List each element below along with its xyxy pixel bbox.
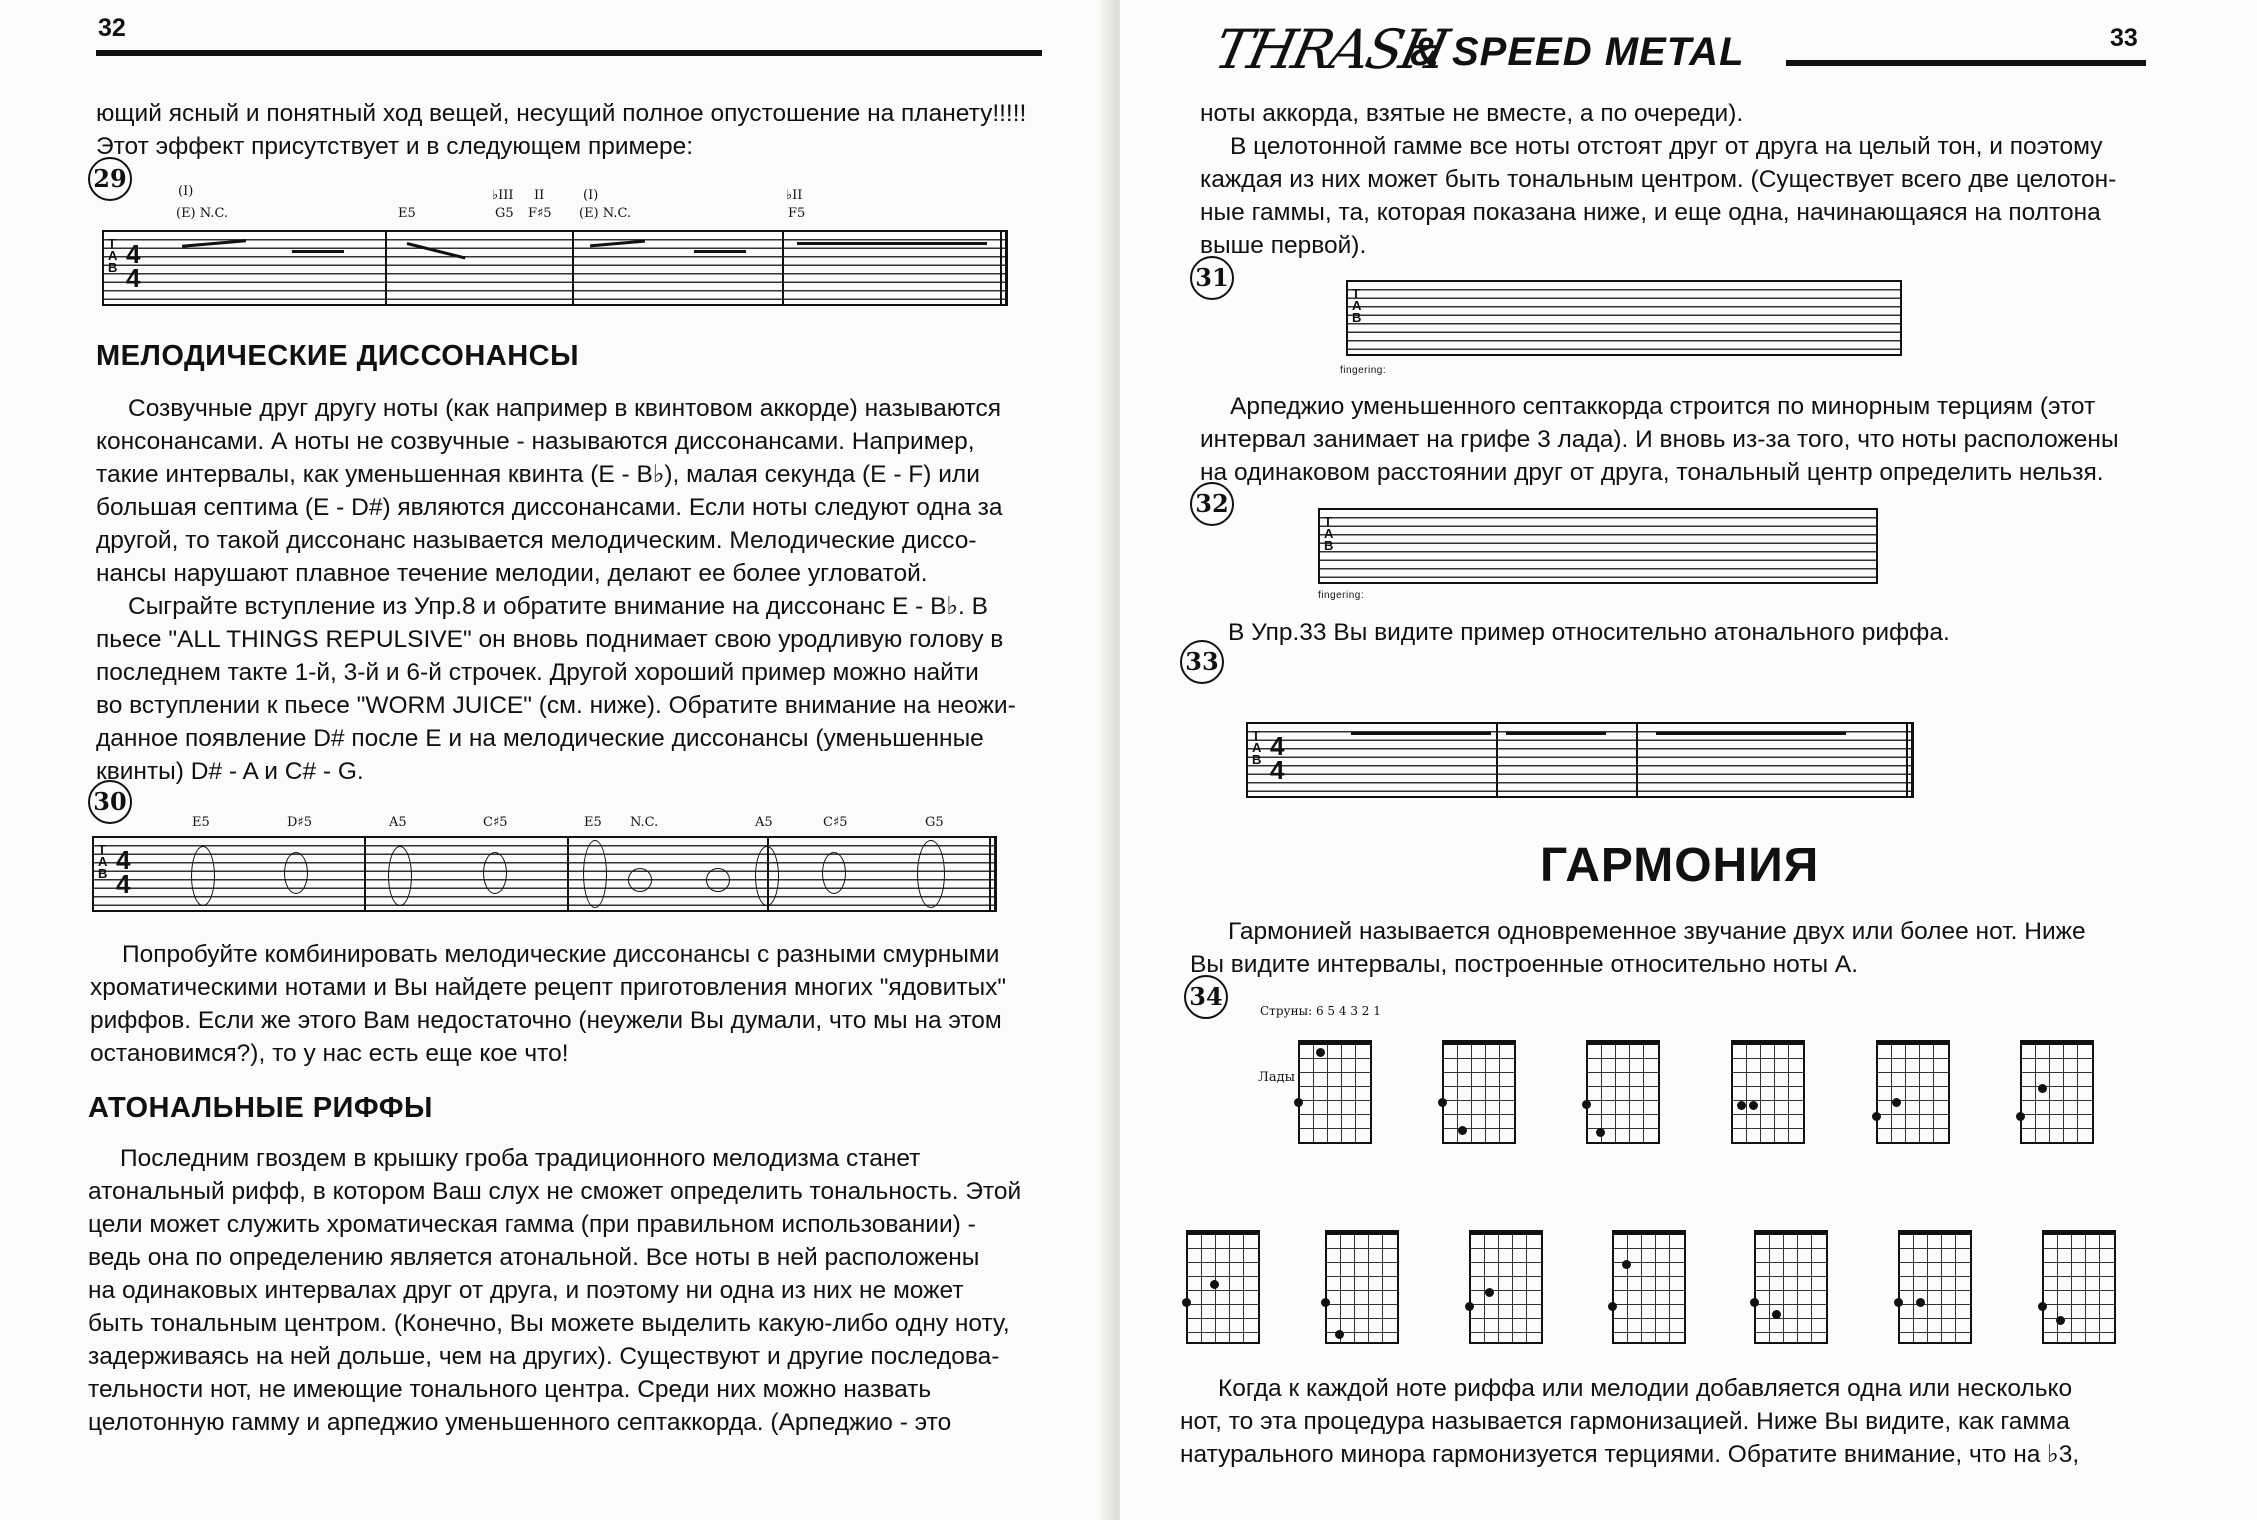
note-dot [2056, 1316, 2065, 1325]
interval-diagram [2020, 1040, 2094, 1144]
top-paragraph: ноты аккорда, взятые не вместе, а по очереди). [1200, 100, 1744, 127]
fretboard-grid [1186, 1230, 1260, 1344]
bottom-paragraph: Когда к каждой ноте риффа или мелодии добавляется одна или несколько нот, то эта процедура называется гармонизацией. Ниже Вы видите, как гамма натурального минора гармонизуется терциями. Обратите внимание, что на ♭3, [1180, 1375, 2080, 1468]
note-dot [1321, 1298, 1330, 1307]
example-29-number: 29 [88, 157, 132, 201]
example-31-number: 31 [1190, 256, 1234, 300]
interval-title [1284, 986, 1386, 1026]
wholetone-paragraph: В целотонной гамме все ноты отстоят друг от друга на целый тон, и поэтому каждая из них может быть тональным центром. (Существует всего две целотон- ные гаммы, та, которая показана ниже, и еще одна, начинающаяся на полтона выше первой). [1200, 133, 2117, 259]
speed-metal-logo: & SPEED METAL [1410, 30, 1745, 74]
example-30-tab: T A B 4 4 [92, 836, 997, 912]
interval-diagram [1754, 1230, 1828, 1344]
interval-title [1862, 986, 1964, 1026]
interval-title [1717, 986, 1819, 1026]
fretboard-grid [1898, 1230, 1972, 1344]
interval-title [2028, 1176, 2130, 1216]
example-32-tab: T A B [1318, 508, 1878, 584]
interval-diagram [1898, 1230, 1972, 1344]
example-33-tab: T A B 4 4 [1246, 722, 1914, 798]
note-dot [1316, 1048, 1325, 1057]
interval-title [1455, 1176, 1557, 1216]
fretboard-grid [1754, 1230, 1828, 1344]
note-dot [1737, 1101, 1746, 1110]
left-page: 32 ющий ясный и понятный ход вещей, несущий полное опустошение на планету!!!!! Этот эффект присутствует и в следующем примере: 29 (I) (E) N.C. E5 ♭III II G5 F♯5 (I) (E) N.C. ♭II F5 T A B 4 4 МЕЛОДИЧЕСКИЕ ДИССОНАНСЫ Созвучные друг другу ноты (как например в квинтовом аккорде) называются консонансами. А ноты не созвучные - называются диссонансами. Например, такие интервалы, как уменьшенная квинта (E - B♭), малая секунда (E - F) или большая септима (E - D#) являются диссонансами. Если ноты следуют одна за другой, то такой диссонанс называется мелодическим. Мелодические диссо- нансы нарушают плавное течение мелодии, делают ее более угловатой. Сыграйте вступление из Упр.8 и обратите внимание на диссонанс E - B♭. В пьесе "ALL THINGS REPULSIVE" он вновь поднимает свою уродливую голову в последнем такте 1-й, 3-й и 6-й строчек. Другой хороший пример можно найти во вступлении к пьесе "WORM JUICE" (см. ниже). Обратите внимание на неожи- данное появление D# после E и на мелодические диссонансы (уменьшенные квинты) D# - A и C# - G. 30 E5 D♯5 A5 C♯5 E5 N.C. A5 C♯5 G5 T A B 4 4 Попробуйте комбинировать мелодические диссонансы с разными смурными хроматическими нотами и Вы найдете рецепт приготовления многих "ядовитых" риффов. Если же этого Вам недостаточно (неужели Вы думали, что мы на этом остановимся?), то у нас есть еще кое что! АТОНАЛЬНЫЕ РИФФЫ Последним гвоздем в крышку гроба традиционного мелодизма станет атональный рифф, в котором Ваш слух не сможет определить тональность. Этой цели может служить хроматическая гамма (при правильном использовании) - ведь она по определению является атональной. Все ноты в ней расположены на одинаковых интервалах друг от друга, и поэтому ни одна из них не может быть тональным центром. (Конечно, Вы можете выделить какую-либо одну ноту, задерживаясь на ней дольше, чем на других). Существуют и другие последова- тельности нот, не имеющие тонального центра. Среди них можно назвать целотонную гамму и арпеджио уменьшенного септаккорда. (Арпеджио - это [0, 0, 1120, 1520]
interval-title [1884, 1176, 1986, 1216]
note-dot [1608, 1302, 1617, 1311]
fretboard-grid [1442, 1040, 1516, 1144]
note-dot [1458, 1126, 1467, 1135]
ex33-paragraph: В Упр.33 Вы видите пример относительно атонального риффа. [1228, 619, 1950, 646]
note-dot [1582, 1100, 1591, 1109]
harmony-paragraph: Гармонией называется одновременное звучание двух или более нот. Ниже Вы видите интервалы, построенные относительно ноты A. [1190, 918, 2086, 978]
page-number-left: 32 [98, 14, 126, 42]
note-dot [1872, 1112, 1881, 1121]
note-dot [1485, 1288, 1494, 1297]
note-dot [1438, 1098, 1447, 1107]
fretboard-grid [1325, 1230, 1399, 1344]
note-dot [1465, 1302, 1474, 1311]
note-dot [1182, 1298, 1191, 1307]
dim-paragraph: Арпеджио уменьшенного септаккорда строится по минорным терциям (этот интервал занимает на грифе 3 лада). И вновь из-за того, что ноты расположены на одинаковом расстоянии друг от друга, тональный центр определить нельзя. [1200, 393, 2119, 486]
note-dot [1772, 1310, 1781, 1319]
note-dot [2038, 1302, 2047, 1311]
atonal-paragraph: Последним гвоздем в крышку гроба традиционного мелодизма станет атональный рифф, в котором Ваш слух не сможет определить тональность. Этой цели может служить хроматическая гамма (при правильном использовании) - ведь она по определению является атональной. Все ноты в ней расположены на одинаковых интервалах друг от друга, и поэтому ни одна из них не может быть тональным центром. (Конечно, Вы можете выделить какую-либо одну ноту, задерживаясь на ней дольше, чем на других). Существуют и другие последова- тельности нот, не имеющие тонального центра. Среди них можно назвать целотонную гамму и арпеджио уменьшенного септаккорда. (Арпеджио - это [88, 1145, 1022, 1436]
example-33-number: 33 [1180, 640, 1224, 684]
interval-title [2006, 986, 2108, 1026]
fretboard-grid [1731, 1040, 1805, 1144]
interval-title [1428, 986, 1530, 1026]
fretboard-grid [1469, 1230, 1543, 1344]
interval-diagram [1731, 1040, 1805, 1144]
interval-diagram [1186, 1230, 1260, 1344]
combine-paragraph: Попробуйте комбинировать мелодические диссонансы с разными смурными хроматическими нотами и Вы найдете рецепт приготовления многих "ядовитых" риффов. Если же этого Вам недостаточно (неужели Вы думали, что мы на этом остановимся?), то у нас есть еще кое что! [90, 941, 1007, 1067]
note-dot [1916, 1298, 1925, 1307]
note-dot [1210, 1280, 1219, 1289]
example-29-tab: T A B 4 4 [102, 230, 1008, 306]
thrash-logo: THRASH [1209, 18, 1452, 81]
interval-diagram [1442, 1040, 1516, 1144]
heading-melodic-dissonances: МЕЛОДИЧЕСКИЕ ДИССОНАНСЫ [96, 340, 580, 372]
interval-diagram [1586, 1040, 1660, 1144]
example-31-tab: T A B [1346, 280, 1902, 356]
example-32-number: 32 [1190, 482, 1234, 526]
interval-title [1598, 1176, 1700, 1216]
note-dot [1335, 1330, 1344, 1339]
note-dot [1749, 1101, 1758, 1110]
interval-title [1172, 1176, 1274, 1216]
fretboard-grid [1876, 1040, 1950, 1144]
note-dot [1622, 1260, 1631, 1269]
interval-diagram [1876, 1040, 1950, 1144]
heading-atonal-riffs: АТОНАЛЬНЫЕ РИФФЫ [88, 1092, 433, 1124]
interval-title [1311, 1176, 1413, 1216]
intro-paragraph: ющий ясный и понятный ход вещей, несущий полное опустошение на планету!!!!! Этот эффект присутствует и в следующем примере: [96, 100, 1027, 160]
note-dot [1894, 1298, 1903, 1307]
note-dot [1892, 1098, 1901, 1107]
heading-harmony: ГАРМОНИЯ [1540, 839, 1820, 892]
header-rule-right [1786, 60, 2146, 66]
example-30-number: 30 [88, 780, 132, 824]
header-rule-left [96, 50, 1042, 56]
interval-diagram [1612, 1230, 1686, 1344]
note-dot [2016, 1112, 2025, 1121]
interval-diagram [1469, 1230, 1543, 1344]
interval-diagram [2042, 1230, 2116, 1344]
right-page: THRASH & SPEED METAL 33 ноты аккорда, взятые не вместе, а по очереди). В целотонной гамме все ноты отстоят друг от друга на целый тон, и поэтому каждая из них может быть тональным центром. (Существует всего две целотон- ные гаммы, та, которая показана ниже, и еще одна, начинающаяся на полтона выше первой). 31 T A B fingering: Арпеджио уменьшенного септаккорда строится по минорным терциям (этот интервал занимает на грифе 3 лада). И вновь из-за того, что ноты расположены на одинаковом расстоянии друг от друга, тональный центр определить нельзя. 32 T A B fingering: В Упр.33 Вы видите пример относительно атонального риффа. 33 T A B 4 4 ГАРМОНИЯ Гармонией называется одновременное звучание двух или более нот. Ниже Вы видите интервалы, построенные относительно ноты A. 34 Струны: 6 5 4 3 2 1 Лады Когда к каждой ноте риффа или мелодии добавляется одна или несколько нот, то эта процедура называется гармонизацией. Ниже Вы видите, как гамма натурального минора гармонизуется терциями. Обратите внимание, что на ♭3, [1120, 0, 2257, 1520]
example-34-number: 34 [1184, 975, 1228, 1019]
melodic-paragraph: Созвучные друг другу ноты (как например в квинтовом аккорде) называются консонансами. А ноты не созвучные - называются диссонансами. Например, такие интервалы, как уменьшенная квинта (E - B♭), малая секунда (E - F) или большая септима (E - D#) являются диссонансами. Если ноты следуют одна за другой, то такой диссонанс называется мелодическим. Мелодические диссо- нансы нарушают плавное течение мелодии, делают ее более угловатой. Сыграйте вступление из Упр.8 и обратите внимание на диссонанс E - B♭. В пьесе "ALL THINGS REPULSIVE" он вновь поднимает свою уродливую голову в последнем такте 1-й, 3-й и 6-й строчек. Другой хороший пример можно найти во вступлении к пьесе "WORM JUICE" (см. ниже). Обратите внимание на неожи- данное появление D# после E и на мелодические диссонансы (уменьшенные квинты) D# - A и C# - G. [96, 395, 1016, 785]
interval-diagram [1325, 1230, 1399, 1344]
interval-title [1740, 1176, 1842, 1216]
fretboard-grid [2020, 1040, 2094, 1144]
note-dot [1294, 1098, 1303, 1107]
note-dot [2038, 1084, 2047, 1093]
fretboard-grid [1298, 1040, 1372, 1144]
note-dot [1596, 1128, 1605, 1137]
fretboard-grid [2042, 1230, 2116, 1344]
interval-title [1572, 986, 1674, 1026]
note-dot [1750, 1298, 1759, 1307]
page-number-right: 33 [2110, 24, 2138, 52]
interval-diagram [1298, 1040, 1372, 1144]
fretboard-grid [1612, 1230, 1686, 1344]
